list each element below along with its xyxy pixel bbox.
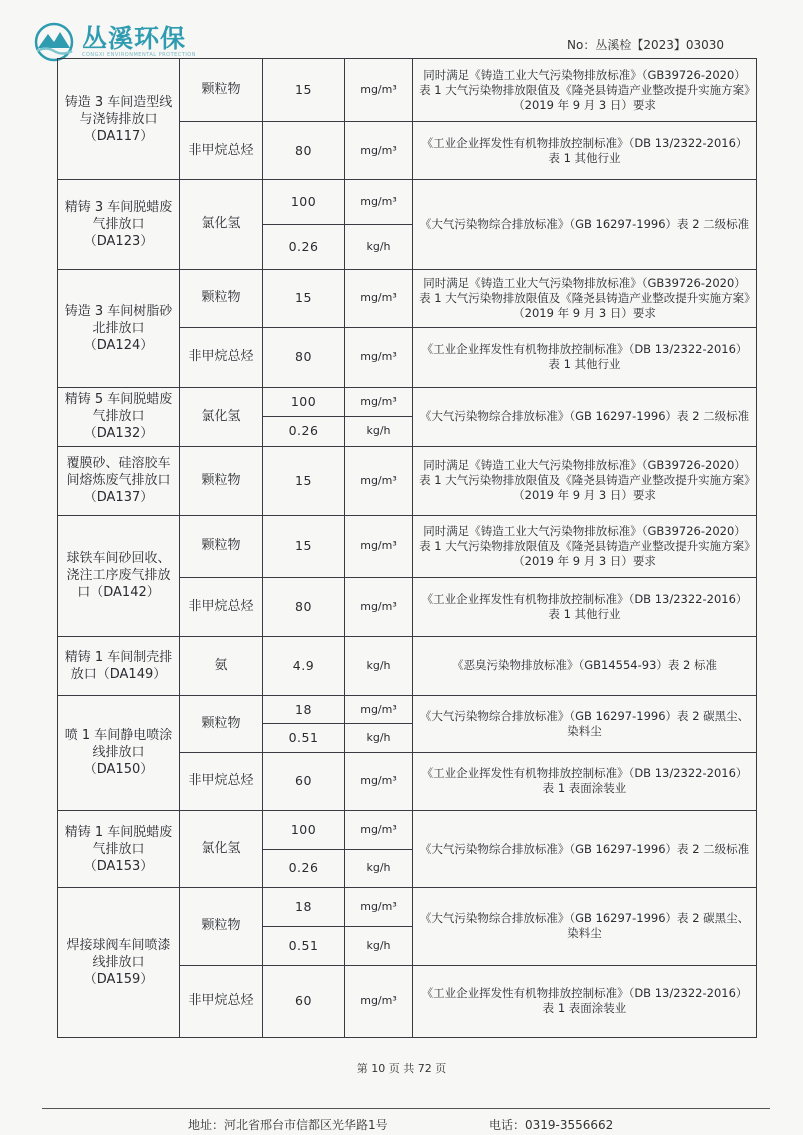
outlet-cell: 精铸 5 车间脱蜡废气排放口（DA132） (58, 387, 180, 446)
unit-cell: mg/m³ (345, 695, 413, 723)
unit-cell: mg/m³ (345, 752, 413, 810)
standard-cell: 《工业企业挥发性有机物排放控制标准》（DB 13/2322-2016）表 1 表面涂装业 (413, 965, 757, 1037)
table-row (58, 695, 757, 723)
limit-cell: 0.26 (263, 849, 345, 888)
pollutant-cell: 氯化氢 (180, 180, 263, 270)
pollutant-cell: 非甲烷总烃 (180, 965, 263, 1037)
mountain-wave-logo-icon (32, 22, 78, 62)
limit-cell: 100 (263, 387, 345, 417)
page-number: 第 10 页 共 72 页 (356, 1062, 447, 1075)
table-row (58, 180, 757, 225)
limit-cell: 18 (263, 888, 345, 927)
unit-cell: mg/m³ (345, 515, 413, 577)
standard-cell: 《恶臭污染物排放标准》（GB14554-93）表 2 标准 (413, 636, 757, 695)
unit-cell: mg/m³ (345, 269, 413, 327)
company-phone: 电话：0319-3556662 (489, 1118, 614, 1132)
standard-cell: 《大气污染物综合排放标准》（GB 16297-1996）表 2 碳黑尘、染料尘 (413, 695, 757, 752)
standard-cell: 《工业企业挥发性有机物排放控制标准》（DB 13/2322-2016）表 1 其他行业 (413, 122, 757, 180)
unit-cell: kg/h (345, 724, 413, 752)
pollutant-cell: 非甲烷总烃 (180, 327, 263, 387)
table-row (58, 636, 757, 695)
standard-cell: 同时满足《铸造工业大气污染物排放标准》（GB39726-2020）表 1 大气污染物排放限值及《隆尧县铸造产业整改提升实施方案》（2019 年 9 月 3 日）要求 (413, 446, 757, 515)
unit-cell: mg/m³ (345, 577, 413, 636)
pollutant-cell: 颗粒物 (180, 888, 263, 965)
standard-cell: 《工业企业挥发性有机物排放控制标准》（DB 13/2322-2016）表 1 其他行业 (413, 577, 757, 636)
limit-cell: 15 (263, 446, 345, 515)
company-subtitle: CONGXI ENVIRONMENTAL PROTECTION (82, 52, 196, 58)
limit-cell: 100 (263, 180, 345, 225)
limit-cell: 80 (263, 577, 345, 636)
unit-cell: mg/m³ (345, 327, 413, 387)
outlet-cell: 铸造 3 车间树脂砂北排放口（DA124） (58, 269, 180, 387)
unit-cell: kg/h (345, 224, 413, 269)
pollutant-cell: 非甲烷总烃 (180, 122, 263, 180)
outlet-cell: 精铸 1 车间制壳排放口（DA149） (58, 636, 180, 695)
standard-cell: 同时满足《铸造工业大气污染物排放标准》（GB39726-2020）表 1 大气污染物排放限值及《隆尧县铸造产业整改提升实施方案》（2019 年 9 月 3 日）要求 (413, 515, 757, 577)
standard-cell: 《大气污染物综合排放标准》（GB 16297-1996）表 2 碳黑尘、染料尘 (413, 888, 757, 965)
outlet-cell: 焊接球阀车间喷漆线排放口（DA159） (58, 888, 180, 1038)
unit-cell: mg/m³ (345, 59, 413, 122)
pollutant-cell: 氯化氢 (180, 810, 263, 887)
table-row (58, 59, 757, 122)
footer-divider (42, 1108, 770, 1109)
limit-cell: 80 (263, 327, 345, 387)
pollutant-cell: 颗粒物 (180, 446, 263, 515)
unit-cell: mg/m³ (345, 180, 413, 225)
emission-standards-table (57, 58, 757, 1038)
outlet-cell: 喷 1 车间静电喷涂线排放口（DA150） (58, 695, 180, 810)
unit-cell: mg/m³ (345, 122, 413, 180)
standard-cell: 同时满足《铸造工业大气污染物排放标准》（GB39726-2020）表 1 大气污染物排放限值及《隆尧县铸造产业整改提升实施方案》（2019 年 9 月 3 日）要求 (413, 269, 757, 327)
unit-cell: mg/m³ (345, 810, 413, 849)
pollutant-cell: 颗粒物 (180, 515, 263, 577)
pollutant-cell: 颗粒物 (180, 269, 263, 327)
unit-cell: kg/h (345, 417, 413, 447)
unit-cell: mg/m³ (345, 965, 413, 1037)
standard-cell: 《工业企业挥发性有机物排放控制标准》（DB 13/2322-2016）表 1 其他行业 (413, 327, 757, 387)
pollutant-cell: 非甲烷总烃 (180, 752, 263, 810)
table-row (58, 269, 757, 327)
outlet-cell: 精铸 1 车间脱蜡废气排放口（DA153） (58, 810, 180, 887)
outlet-cell: 球铁车间砂回收、浇注工序废气排放口（DA142） (58, 515, 180, 636)
report-number: No：丛溪检【2023】03030 (567, 38, 725, 52)
standard-cell: 《大气污染物综合排放标准》（GB 16297-1996）表 2 二级标准 (413, 387, 757, 446)
unit-cell: mg/m³ (345, 387, 413, 417)
table-row (58, 888, 757, 927)
standard-cell: 同时满足《铸造工业大气污染物排放标准》（GB39726-2020）表 1 大气污染物排放限值及《隆尧县铸造产业整改提升实施方案》（2019 年 9 月 3 日）要求 (413, 59, 757, 122)
unit-cell: mg/m³ (345, 446, 413, 515)
unit-cell: kg/h (345, 926, 413, 965)
outlet-cell: 精铸 3 车间脱蜡废气排放口（DA123） (58, 180, 180, 270)
pollutant-cell: 颗粒物 (180, 695, 263, 752)
limit-cell: 15 (263, 515, 345, 577)
table-row (58, 810, 757, 849)
limit-cell: 0.51 (263, 724, 345, 752)
limit-cell: 0.26 (263, 417, 345, 447)
limit-cell: 60 (263, 752, 345, 810)
table-row (58, 387, 757, 417)
limit-cell: 4.9 (263, 636, 345, 695)
limit-cell: 100 (263, 810, 345, 849)
limit-cell: 0.51 (263, 926, 345, 965)
unit-cell: kg/h (345, 636, 413, 695)
limit-cell: 0.26 (263, 224, 345, 269)
unit-cell: kg/h (345, 849, 413, 888)
table-row (58, 446, 757, 515)
outlet-cell: 覆膜砂、硅溶胶车间熔炼废气排放口（DA137） (58, 446, 180, 515)
standard-cell: 《大气污染物综合排放标准》（GB 16297-1996）表 2 二级标准 (413, 810, 757, 887)
limit-cell: 18 (263, 695, 345, 723)
limit-cell: 15 (263, 59, 345, 122)
limit-cell: 80 (263, 122, 345, 180)
table-row (58, 515, 757, 577)
pollutant-cell: 非甲烷总烃 (180, 577, 263, 636)
company-address: 地址：河北省邢台市信都区光华路1号 (188, 1118, 388, 1132)
outlet-cell: 铸造 3 车间造型线与浇铸排放口（DA117） (58, 59, 180, 180)
limit-cell: 60 (263, 965, 345, 1037)
pollutant-cell: 颗粒物 (180, 59, 263, 122)
pollutant-cell: 氨 (180, 636, 263, 695)
pollutant-cell: 氯化氢 (180, 387, 263, 446)
company-name: 丛溪环保 (82, 24, 187, 53)
standard-cell: 《工业企业挥发性有机物排放控制标准》（DB 13/2322-2016）表 1 表面涂装业 (413, 752, 757, 810)
unit-cell: mg/m³ (345, 888, 413, 927)
standard-cell: 《大气污染物综合排放标准》（GB 16297-1996）表 2 二级标准 (413, 180, 757, 270)
limit-cell: 15 (263, 269, 345, 327)
